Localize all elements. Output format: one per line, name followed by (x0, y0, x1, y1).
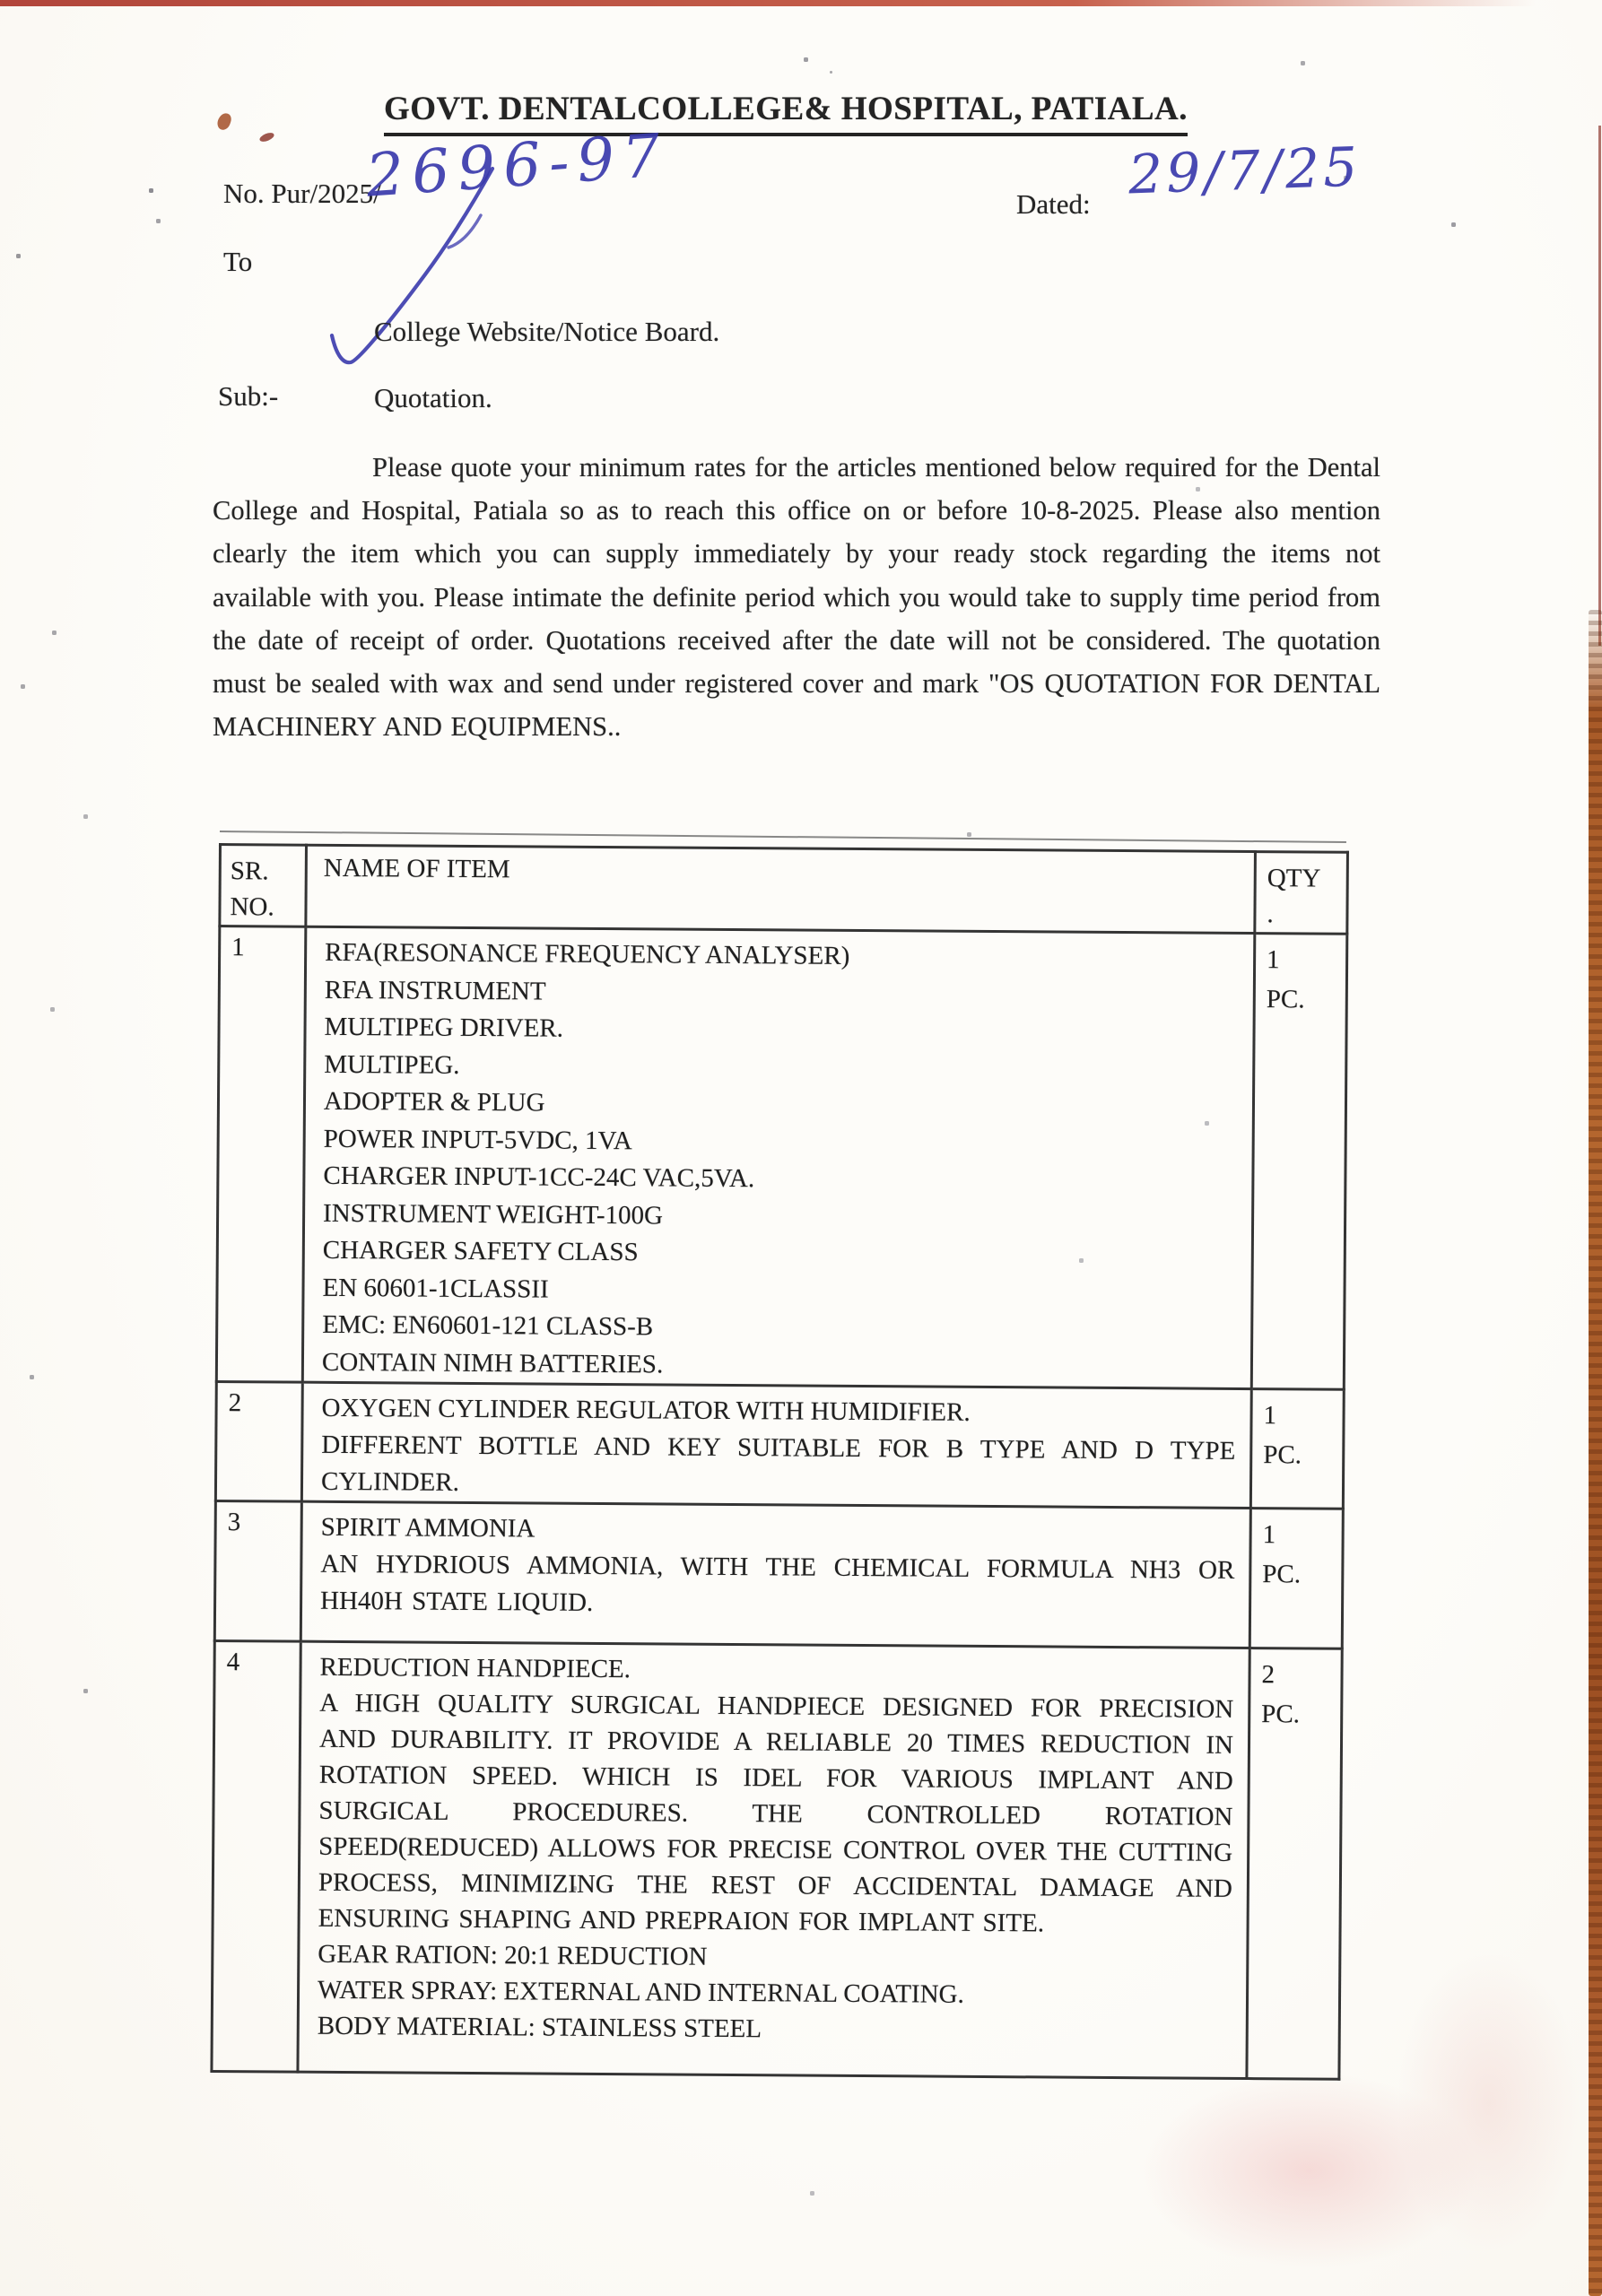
addressee: College Website/Notice Board. (374, 316, 720, 347)
scan-noise-specks (0, 0, 1, 1)
qty-cell: 2 PC. (1247, 1648, 1342, 2080)
qty-cell: 1 PC. (1251, 934, 1347, 1390)
item-description: A HIGH QUALITY SURGICAL HANDPIECE DESIGNED FOR PRECISION AND DURABILITY. IT PROVIDE A RELIABLE 20 TIMES REDUCTION IN ROTATION SPEED. WHICH IS IDEL FOR VARIOUS IMPLANT AND SURGICAL PROCEDURES. THE CONTROLLED ROTATION SPEED(REDUCED) ALLOWS FOR PRECISE CONTROL OVER THE CUTTING PROCESS, MINIMIZING THE REST OF ACCIDENTAL DAMAGE AND ENSURING SHAPING AND PREPRAION FOR IMPLANT SITE. (318, 1688, 1234, 1938)
table-row (216, 926, 1347, 1390)
item-description: DIFFERENT BOTTLE AND KEY SUITABLE FOR B TYPE AND D TYPE CYLINDER. (320, 1430, 1236, 1497)
item-name-cell (298, 1641, 1249, 2078)
table-row (214, 1500, 1343, 1648)
col-header-sr-no: SR. NO. (220, 845, 307, 927)
item-title: REDUCTION HANDPIECE. (319, 1652, 631, 1684)
item-name-cell (300, 1501, 1250, 1648)
ref-number-label: No. Pur/2025/ (223, 178, 381, 209)
subject-label: Sub:- (218, 380, 279, 412)
table-row (215, 1381, 1344, 1509)
table-row (212, 1640, 1342, 2079)
item-title: OXYGEN CYLINDER REGULATOR WITH HUMIDIFIER. (321, 1393, 971, 1427)
body-paragraph: Please quote your minimum rates for the articles mentioned below required for the Dental College and Hospital, Patiala so as to reach this office on or before 10-8-2025. Please also mention clearly the item which you can supply immediately by your ready stock regarding the items not available with you. Please intimate the definite period which you would take to supply time period from the date of receipt of order. Quotations received after the date will not be considered. The quotation must be sealed with wax and send under registered cover and mark "OS QUOTATION FOR DENTAL MACHINERY AND EQUIPMENS.. (213, 452, 1380, 743)
dated-label: Dated: (1016, 188, 1091, 220)
col-header-qty: QTY . (1255, 852, 1348, 935)
ref-number-handwritten: 2696-97 (363, 120, 671, 211)
ink-blot (215, 111, 232, 131)
item-name-cell (301, 1382, 1251, 1508)
sr-cell: 3 (214, 1500, 301, 1641)
scan-edge-top-strip (0, 0, 1536, 6)
items-table (210, 843, 1349, 2081)
item-description: AN HYDRIOUS AMMONIA, WITH THE CHEMICAL FORMULA NH3 OR HH40H STATE LIQUID. (319, 1549, 1235, 1617)
ink-blot (258, 131, 275, 144)
scan-double-line (220, 831, 1346, 843)
document-title: GOVT. DENTALCOLLEGE& HOSPITAL, PATIALA. (384, 90, 1188, 136)
scan-edge-right-band (1589, 610, 1602, 2296)
to-label: To (223, 246, 253, 277)
qty-cell: 1 PC. (1249, 1509, 1343, 1649)
sr-cell: 4 (212, 1640, 300, 2072)
scan-smudge (1399, 1955, 1579, 2251)
subject-value: Quotation. (374, 382, 492, 413)
sr-cell: 1 (216, 926, 306, 1383)
sr-cell: 2 (215, 1381, 302, 1501)
item-spec-lines: RFA(RESONANCE FREQUENCY ANALYSER) RFA INSTRUMENT MULTIPEG DRIVER. MULTIPEG. ADOPTER & PLUG POWER INPUT-5VDC, 1VA CHARGER INPUT-1CC-24C VAC,5VA. INSTRUMENT WEIGHT-100G CHARGER SAFETY CLASS EN 60601-1CLASSII EMC: EN60601-121 CLASS-B CONTAIN NIMH BATTERIES. (321, 937, 850, 1378)
item-spec-lines: GEAR RATION: 20:1 REDUCTION WATER SPRAY: EXTERNAL AND INTERNAL COATING. BODY MATERIAL: STAINLESS STEEL (317, 1939, 964, 2044)
item-title: SPIRIT AMMONIA (320, 1512, 535, 1544)
scan-edge-right-hairline (1598, 126, 1601, 646)
date-handwritten: 29/7/25 (1127, 135, 1363, 207)
item-name-cell (302, 926, 1255, 1388)
col-header-name-of-item: NAME OF ITEM (306, 845, 1256, 933)
qty-cell: 1 PC. (1250, 1389, 1344, 1509)
table-header-row (220, 845, 1348, 935)
